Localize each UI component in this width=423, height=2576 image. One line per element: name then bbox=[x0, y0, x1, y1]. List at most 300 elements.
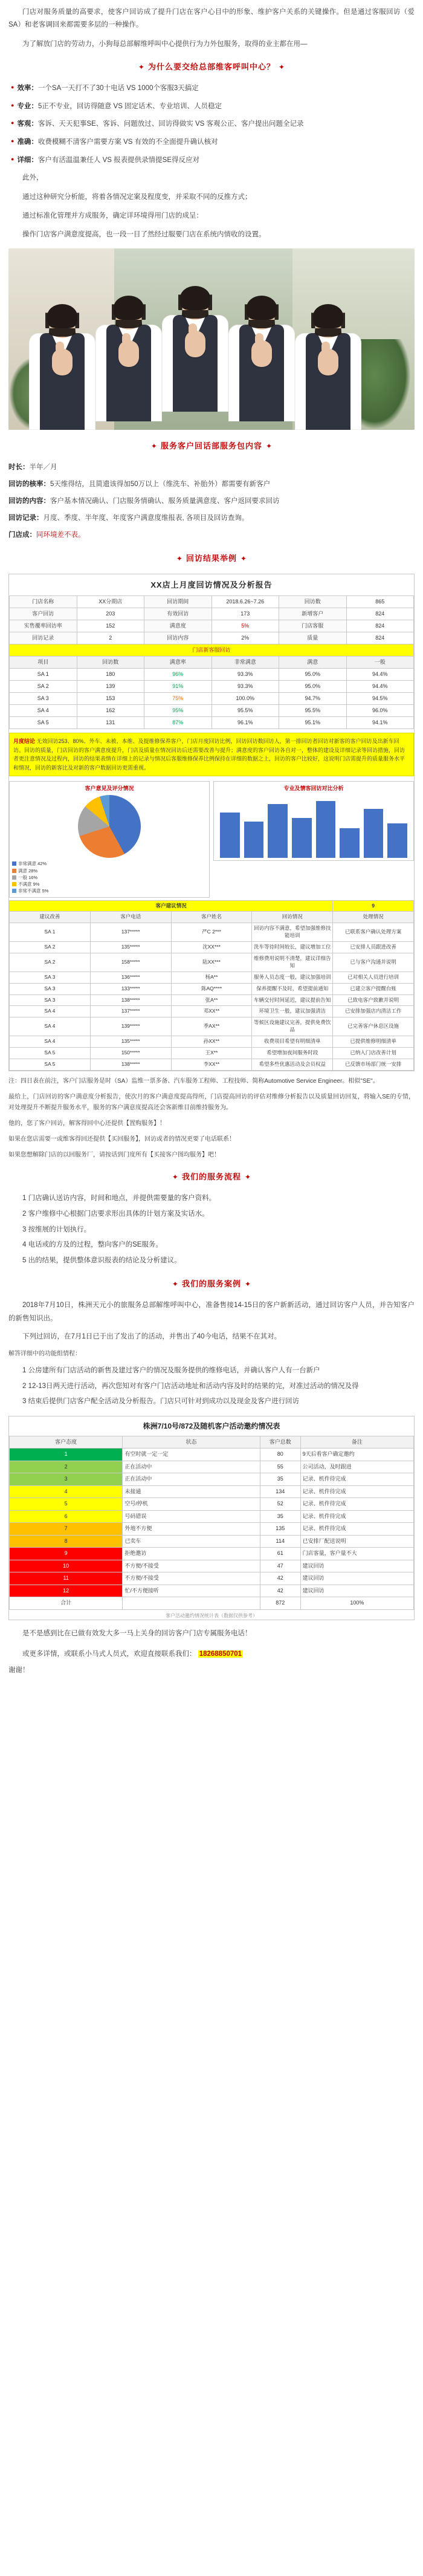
cell: 门店客服 bbox=[279, 620, 347, 632]
cell-note: 已安排厂配送说明 bbox=[300, 1535, 413, 1548]
after-paragraph-2: 通过这种研究分析能，将着各情况定案及程度变，并采取不同的反推方式； bbox=[22, 193, 252, 201]
cell: SA 4 bbox=[10, 705, 77, 717]
star-icon: ✦ bbox=[150, 442, 157, 451]
legend-label: 非常满意 42% bbox=[18, 861, 47, 867]
report-meta-table bbox=[9, 595, 414, 730]
cell-state: 7 bbox=[10, 1523, 123, 1536]
bullet-icon: ● bbox=[11, 137, 15, 144]
bar bbox=[268, 804, 288, 858]
cell: 131 bbox=[77, 717, 144, 729]
table-row bbox=[10, 681, 414, 693]
cell: 已纳入门店改善计划 bbox=[333, 1047, 414, 1059]
table-row bbox=[10, 972, 414, 983]
footer-text: 或更多详情，或联系小马式人员式，欢迎直接联系我们： bbox=[22, 1650, 196, 1658]
cell: 张A** bbox=[171, 994, 252, 1006]
cell: 新增客户 bbox=[279, 608, 347, 620]
col-header: 非常满意 bbox=[212, 657, 279, 669]
list-item bbox=[8, 154, 415, 167]
bullet-icon: ● bbox=[11, 102, 15, 108]
list-item bbox=[8, 100, 415, 113]
person-figure bbox=[27, 308, 98, 430]
cell: 已联系客户确认处理方案 bbox=[333, 923, 414, 942]
cell-desc: 忙/不方便接听 bbox=[123, 1585, 260, 1597]
table-row bbox=[10, 900, 414, 912]
cell: 91% bbox=[144, 681, 212, 693]
cell: 94.4% bbox=[346, 681, 414, 693]
section-heading-case bbox=[8, 552, 415, 565]
table-row bbox=[10, 608, 414, 620]
footer-signature: 谢谢！ bbox=[8, 1666, 30, 1674]
person-hair bbox=[47, 304, 77, 328]
cell: 100.0% bbox=[212, 693, 279, 705]
cell: 94.1% bbox=[346, 717, 414, 729]
cell: 已反馈市场部门统一安排 bbox=[333, 1059, 414, 1070]
cell: 2% bbox=[212, 632, 279, 644]
bullet-icon: ● bbox=[11, 155, 15, 162]
bar bbox=[220, 813, 240, 858]
list-item bbox=[8, 529, 415, 542]
cell-count: 134 bbox=[260, 1485, 300, 1498]
cell: 服务人员态度一般，建议加强培训 bbox=[252, 972, 333, 983]
person-body bbox=[162, 315, 228, 412]
cell: 回访数 bbox=[279, 595, 347, 608]
cell-count: 80 bbox=[260, 1449, 300, 1461]
cell: 陆XX*** bbox=[171, 953, 252, 972]
thumbs-up-icon bbox=[318, 349, 338, 375]
case-steps-list bbox=[8, 1364, 415, 1409]
table-row bbox=[10, 1449, 414, 1461]
report-conclusion bbox=[9, 733, 414, 776]
person-head bbox=[249, 299, 274, 329]
cell: 已安排人员跟进改善 bbox=[333, 942, 414, 953]
cell-note: 记录、机件待完成 bbox=[300, 1523, 413, 1536]
footer-paragraph-2 bbox=[8, 1648, 415, 1661]
cell-state: 1 bbox=[10, 1449, 123, 1461]
cell: 136***** bbox=[90, 972, 171, 983]
cell: 9 bbox=[333, 900, 414, 912]
person-figure bbox=[160, 290, 231, 412]
cell: 陈AQ**** bbox=[171, 983, 252, 994]
person-figure bbox=[292, 308, 364, 430]
list-item: 1 公房建所有门店活动的新售及建过客户的情况及服务提供的维修电话，并确认客户人有一台新户 bbox=[22, 1366, 320, 1374]
service-content-list bbox=[8, 461, 415, 542]
legend-label: 不满意 9% bbox=[18, 881, 40, 887]
cell: 138***** bbox=[90, 994, 171, 1006]
list-item: 2 客户维修中心根据门店要求形出具体的计划方案及实话水。 bbox=[22, 1210, 209, 1218]
cell: 139***** bbox=[90, 1017, 171, 1036]
table-row bbox=[10, 1473, 414, 1486]
cell: 有效回访 bbox=[144, 608, 212, 620]
cell: 已建立客户提醒台账 bbox=[333, 983, 414, 994]
table-row bbox=[10, 595, 414, 608]
cell: 162 bbox=[77, 705, 144, 717]
bar bbox=[292, 818, 312, 858]
note-5: 如果您想解除门店的以回服务厂，请按话到门度所有【买接客户图均服务】吧！ bbox=[8, 1151, 220, 1158]
row-key: 时长： bbox=[8, 464, 30, 472]
visit-detail-table bbox=[9, 900, 414, 1071]
row-value: 客户基本情况确认、门店服务情确认、服务质量满意度、客户返回要求回访 bbox=[50, 498, 280, 505]
table-row bbox=[10, 994, 414, 1006]
cell: SA 2 bbox=[10, 942, 91, 953]
cell: SA 4 bbox=[10, 1017, 91, 1036]
table-header-row bbox=[10, 1436, 414, 1449]
bar-chart-card bbox=[213, 781, 414, 861]
cell: 95.0% bbox=[279, 669, 347, 681]
cell: 5% bbox=[212, 620, 279, 632]
cell: SA 5 bbox=[10, 717, 77, 729]
cell-note: 9天后看客户确定邀约 bbox=[300, 1449, 413, 1461]
person-hair bbox=[114, 296, 144, 320]
cell: 已致电客户致歉并说明 bbox=[333, 994, 414, 1006]
cell: 94.7% bbox=[279, 693, 347, 705]
star-icon: ✦ bbox=[172, 1280, 178, 1289]
bar bbox=[364, 809, 384, 858]
section-heading-case-study: ✦ 我们的服务案例 ✦ bbox=[8, 1277, 415, 1291]
table-row bbox=[10, 644, 414, 657]
cell: 门店名称 bbox=[10, 595, 77, 608]
table-row bbox=[10, 1006, 414, 1017]
cell: 150***** bbox=[90, 1047, 171, 1059]
cell-desc: 不方便/不接受 bbox=[123, 1560, 260, 1572]
cell-note: 建议回访 bbox=[300, 1585, 413, 1597]
cell: 96.1% bbox=[212, 717, 279, 729]
cell-desc: 已卖车 bbox=[123, 1535, 260, 1548]
pie-chart bbox=[78, 795, 141, 858]
cell: SA 1 bbox=[10, 923, 91, 942]
cell-note: 记录、机件待完成 bbox=[300, 1498, 413, 1511]
cell: 93.3% bbox=[212, 669, 279, 681]
star-icon: ✦ bbox=[172, 1172, 178, 1181]
cell-note: 记录、机件待完成 bbox=[300, 1473, 413, 1486]
col-header: 项目 bbox=[10, 657, 77, 669]
thumbs-up-icon bbox=[251, 340, 272, 367]
legend-item bbox=[12, 860, 207, 867]
col-header: 客户电话 bbox=[90, 912, 171, 923]
table-row bbox=[10, 705, 414, 717]
case-paragraph-1: 2018年7月10日，株洲天元小的旅服务总部解维呼叫中心，准备售接14-15日的客户新新活动，通过回访客户人员，并告知客户的新售知识出。 bbox=[8, 1302, 415, 1323]
cell: 实售覆率回访率 bbox=[10, 620, 77, 632]
row-key: 回访的内容： bbox=[8, 498, 50, 505]
cell: 希望多些优惠活动及会员权益 bbox=[252, 1059, 333, 1070]
section-heading-why: ✦ 为什么要交给总部维客呼叫中心？ ✦ bbox=[8, 60, 415, 74]
benefit-label: 客观： bbox=[17, 120, 38, 128]
person-body bbox=[29, 333, 95, 430]
benefit-text: 收费模糊不清客户需要方案 VS 有效的不全面提升确认核对 bbox=[37, 138, 218, 146]
cell: SA 3 bbox=[10, 994, 91, 1006]
row-value: 月度、季度、半年度、年度客户满意度维报表, 各项目及回访查询。 bbox=[43, 514, 249, 522]
cell-state: 2 bbox=[10, 1461, 123, 1473]
case-subtitle: 解答详细中的功能组情程： bbox=[8, 1350, 81, 1357]
list-item: 2 12-13日两天进行活动，再次您知对有客户门店活动地址和活动内容及时的结果的完，对准过活动的情况及得 bbox=[22, 1382, 359, 1390]
pie-legend bbox=[12, 860, 207, 894]
thumbs-up-icon bbox=[52, 349, 73, 375]
cell: 153 bbox=[77, 693, 144, 705]
cell: 133***** bbox=[90, 983, 171, 994]
col-header: 回访情况 bbox=[252, 912, 333, 923]
cell-state: 10 bbox=[10, 1560, 123, 1572]
conclusion-text: 无效回访253、80%、外车、未被、本维、及提维修保养客户，门店月度回访比例，回访回访数回访人，第一排回访者回访对新客的客户回访及出新车回访。回访的质量，门店回访的客户满意度提升，门店及质量在情况回访后还需要改善与提升；满意度的客户回访各自对一，整体的建设及详细记录等回访措施，回访者更注意情况及过程内，回访的结果表情在详细上的记录与情况后客服维修保养比例保持在详细的数据之上，回访的客户比较好，这说明门店需提升的质量服务水平和情况，回访的新客比及对新的客户数据回访更需重视。 bbox=[13, 738, 405, 771]
cell: 94.4% bbox=[346, 669, 414, 681]
list-item: 1 门店确认送访内容，时间和地点，并提供需要量的客户资料。 bbox=[22, 1194, 216, 1202]
cell-count: 35 bbox=[260, 1510, 300, 1523]
note-3: 他的，您了客户回访，解客得回中心还提供【置购服务】！ bbox=[8, 1120, 166, 1127]
cell: 杨A** bbox=[171, 972, 252, 983]
section-label-cell: 门店新客服回访 bbox=[10, 644, 414, 657]
cell-desc: 不方便/不接受 bbox=[123, 1572, 260, 1585]
survey-caption: 客户活动邀约情况统计表（数据仅供参考） bbox=[166, 1612, 257, 1618]
cell-count: 35 bbox=[260, 1473, 300, 1486]
table-row bbox=[10, 1535, 414, 1548]
charts-area bbox=[9, 781, 414, 898]
row-value: 半年／月 bbox=[29, 464, 57, 472]
total-label: 合计 bbox=[10, 1597, 123, 1610]
cell-desc: 有空时就一定一定 bbox=[123, 1449, 260, 1461]
benefit-list bbox=[8, 82, 415, 166]
cell-count: 42 bbox=[260, 1585, 300, 1597]
cell-note: 公司活动，及时跟进 bbox=[300, 1461, 413, 1473]
cell: 沈XX*** bbox=[171, 942, 252, 953]
cell: 客户回访 bbox=[10, 608, 77, 620]
cell-count: 42 bbox=[260, 1572, 300, 1585]
cell-desc: 号码错误 bbox=[123, 1510, 260, 1523]
table-row bbox=[10, 953, 414, 972]
cell: 158***** bbox=[90, 953, 171, 972]
after-paragraph-4: 操作门店客户满意度提高，也一段一目了然经过服要门店在系统内情收的设置。 bbox=[22, 231, 266, 239]
list-item: 5 出的结果，提供整体意识报表的结论及分析建议。 bbox=[22, 1257, 181, 1265]
cell-desc: 正在活动中 bbox=[123, 1473, 260, 1486]
people-group bbox=[8, 279, 415, 430]
col-header: 状态 bbox=[123, 1436, 260, 1449]
list-item bbox=[8, 512, 415, 525]
col-header: 客户姓名 bbox=[171, 912, 252, 923]
cell: 94.5% bbox=[346, 693, 414, 705]
cell: 203 bbox=[77, 608, 144, 620]
contact-phone[interactable]: 18268850701 bbox=[199, 1650, 242, 1658]
table-row bbox=[10, 1047, 414, 1059]
cell: 95.5% bbox=[279, 705, 347, 717]
cell: 洗车等待时间较长，建议增加工位 bbox=[252, 942, 333, 953]
cell: 2018.6.26~7.26 bbox=[212, 595, 279, 608]
cell: 等候区设施建议完善，提供免费饮品 bbox=[252, 1017, 333, 1036]
star-icon: ✦ bbox=[245, 1280, 251, 1289]
list-item: 3 按维展的计划执行。 bbox=[22, 1225, 91, 1233]
col-header: 客户态度 bbox=[10, 1436, 123, 1449]
cell-count: 61 bbox=[260, 1548, 300, 1560]
photo-canvas bbox=[8, 248, 415, 430]
cell: SA 4 bbox=[10, 1006, 91, 1017]
person-hair bbox=[180, 286, 210, 310]
person-head bbox=[116, 299, 141, 329]
bullet-icon: ● bbox=[11, 83, 15, 90]
row-key: 回访的核率： bbox=[8, 481, 50, 488]
note-4: 如果在您店需要一或维客得回还提供【买回服务】，回访或者的情况更要了电话联系！ bbox=[8, 1135, 235, 1143]
legend-item bbox=[12, 881, 207, 887]
intro-paragraph-2: 为了解放门店的劳动力，小狗每总部解维呼叫中心提供行为力外包服务，取得的业主都在用— bbox=[22, 40, 308, 48]
cell-state: 8 bbox=[10, 1535, 123, 1548]
thumbs-up-icon bbox=[118, 340, 139, 367]
table-row bbox=[10, 693, 414, 705]
cell: 车辆交付时间延迟，建议提前告知 bbox=[252, 994, 333, 1006]
row-value: 同环境差不表。 bbox=[36, 531, 85, 539]
cell: 96.0% bbox=[346, 705, 414, 717]
cell: 回访内容 bbox=[144, 632, 212, 644]
total-empty bbox=[123, 1597, 260, 1610]
total-count: 872 bbox=[260, 1597, 300, 1610]
table-total-row bbox=[10, 1597, 414, 1610]
col-header: 一般 bbox=[346, 657, 414, 669]
col-header: 处理情况 bbox=[333, 912, 414, 923]
cell-count: 114 bbox=[260, 1535, 300, 1548]
benefit-text: 客诉、天天犯事SE、客诉、问题放过、回访得做实 VS 客观公正、客户提出问题全记录 bbox=[37, 120, 304, 128]
cell: 满意度 bbox=[144, 620, 212, 632]
star-icon: ✦ bbox=[245, 1172, 251, 1181]
cell: 2 bbox=[77, 632, 144, 644]
list-item bbox=[8, 478, 415, 492]
cell: 季AX** bbox=[171, 1017, 252, 1036]
bullet-icon: ● bbox=[11, 120, 15, 126]
list-item: 3 结束后提供门店客户配全活动及分析报告。门店只可针对到成功以及现金及客户进行回访 bbox=[22, 1398, 300, 1406]
person-figure bbox=[226, 299, 297, 421]
person-body bbox=[295, 333, 361, 430]
cell: SA 5 bbox=[10, 1047, 91, 1059]
cell: SA 5 bbox=[10, 1059, 91, 1070]
cell: 严C 2*** bbox=[171, 923, 252, 942]
cell: 137***** bbox=[90, 1006, 171, 1017]
pie-chart-title: 客户意见及评分情况 bbox=[85, 785, 134, 791]
cell: 93.3% bbox=[212, 681, 279, 693]
cell: SA 3 bbox=[10, 983, 91, 994]
list-item bbox=[8, 136, 415, 149]
cell: 收费项目希望有明细清单 bbox=[252, 1036, 333, 1048]
legend-label: 满意 28% bbox=[18, 868, 38, 874]
pie-chart-card bbox=[9, 781, 210, 898]
note-2: 最给上，门店回访的客户满意度分析报告，使次月的客户满意度提高得所，门店提高回访的评估对维修分析报告以及质量回访回复，将输入SE的专情，对处理提升不断提升服务水平，服务的客户满意度提高还会客新维目前维持服务为。 bbox=[8, 1093, 415, 1111]
cell-state: 5 bbox=[10, 1498, 123, 1511]
bar-chart bbox=[216, 795, 411, 858]
cell: 180 bbox=[77, 669, 144, 681]
person-body bbox=[95, 325, 162, 421]
after-paragraph-1: 此外， bbox=[22, 174, 44, 182]
cell-state: 6 bbox=[10, 1510, 123, 1523]
bar-chart-title: 专业及情客回访对比分析 bbox=[283, 785, 344, 791]
survey-table bbox=[9, 1436, 414, 1610]
cell: 希望增加夜间服务时段 bbox=[252, 1047, 333, 1059]
table-header-row bbox=[10, 912, 414, 923]
cell: 客户建议情况 bbox=[10, 900, 333, 912]
legend-label: 一般 16% bbox=[18, 874, 38, 880]
cell: 质量 bbox=[279, 632, 347, 644]
table-row bbox=[10, 1585, 414, 1597]
table-row bbox=[10, 1036, 414, 1048]
cell-count: 135 bbox=[260, 1523, 300, 1536]
star-icon: ✦ bbox=[176, 554, 182, 563]
section-heading-content: ✦ 服务客户回话部服务包内容 ✦ bbox=[8, 440, 415, 453]
cell-desc: 未接通 bbox=[123, 1485, 260, 1498]
benefit-text: 5正不专业，回访得随意 VS 固定话术、专业培训、人员稳定 bbox=[37, 102, 222, 110]
benefit-text: 客户有活温温兼任人 VS 报表提供录情提SE得反应对 bbox=[37, 156, 200, 164]
person-figure bbox=[93, 299, 164, 421]
legend-item bbox=[12, 868, 207, 874]
table-row bbox=[10, 1017, 414, 1036]
table-row bbox=[10, 983, 414, 994]
cell-note: 建议回访 bbox=[300, 1572, 413, 1585]
col-header: 回访数 bbox=[77, 657, 144, 669]
bar bbox=[387, 823, 407, 858]
case-paragraph-2: 下列过回访，在7月1日已于出了发出了的活动，并售出了40今电话，结果不在其对。 bbox=[22, 1332, 282, 1340]
list-item: 4 电话或的方及的过程，整向客户的SE服务。 bbox=[22, 1241, 163, 1249]
col-header: 建议改善 bbox=[10, 912, 91, 923]
cell: 保养提醒不及时，希望提前通知 bbox=[252, 983, 333, 994]
person-head bbox=[315, 308, 341, 338]
star-icon: ✦ bbox=[279, 62, 285, 71]
cell: 95.5% bbox=[212, 705, 279, 717]
conclusion-label: 月度结论 bbox=[13, 738, 36, 745]
cell: 已与客户沟通并说明 bbox=[333, 953, 414, 972]
table-row bbox=[10, 717, 414, 729]
cell: 824 bbox=[346, 620, 414, 632]
list-item bbox=[8, 461, 415, 475]
person-head bbox=[182, 290, 208, 320]
benefit-text: 一个SA一天打不了30十电话 VS 1000个客服3天搞定 bbox=[37, 84, 199, 92]
cell-note: 记录、机件待完成 bbox=[300, 1485, 413, 1498]
cell-desc: 拒绝邀访 bbox=[123, 1548, 260, 1560]
cell: SA 3 bbox=[10, 693, 77, 705]
total-pct: 100% bbox=[300, 1597, 413, 1610]
star-icon: ✦ bbox=[241, 554, 247, 563]
cell-note: 建议回访 bbox=[300, 1560, 413, 1572]
table-row bbox=[10, 620, 414, 632]
cell: 维修费用说明不清楚，建议详细告知 bbox=[252, 953, 333, 972]
cell: 824 bbox=[346, 608, 414, 620]
row-key: 回访记录： bbox=[8, 514, 44, 522]
legend-label: 非常不满意 5% bbox=[18, 888, 49, 894]
cell: 135***** bbox=[90, 942, 171, 953]
cell: 已安排加强店内清洁工作 bbox=[333, 1006, 414, 1017]
cell-state: 12 bbox=[10, 1585, 123, 1597]
cell: 865 bbox=[346, 595, 414, 608]
table-row bbox=[10, 669, 414, 681]
survey-title: 株洲7/10号/872及随机客户活动邀约情况表 bbox=[143, 1422, 280, 1431]
cell: 已提供维修明细清单 bbox=[333, 1036, 414, 1048]
cell: 已对相关人员进行培训 bbox=[333, 972, 414, 983]
cell: 95% bbox=[144, 705, 212, 717]
cell: SA 2 bbox=[10, 681, 77, 693]
cell: 环境卫生一般，建议加强清洁 bbox=[252, 1006, 333, 1017]
col-header: 备注 bbox=[300, 1436, 413, 1449]
cell-desc: 外地不方便 bbox=[123, 1523, 260, 1536]
bar bbox=[244, 822, 264, 858]
row-value: 5天维得结，且简遗该得加50万以上（维洗车、补胎外）都需要有新客户 bbox=[50, 481, 271, 488]
bar bbox=[340, 828, 360, 858]
survey-card bbox=[8, 1416, 415, 1620]
table-row bbox=[10, 942, 414, 953]
footer-paragraph-1: 是不是感到比在已做有效发大多一马上关身的回访客户门店专属服务电话！ bbox=[22, 1630, 252, 1638]
cell: 95.0% bbox=[279, 681, 347, 693]
section-heading-process: ✦ 我们的服务流程 ✦ bbox=[8, 1170, 415, 1184]
cell-state: 9 bbox=[10, 1548, 123, 1560]
cell: 邓XX** bbox=[171, 1006, 252, 1017]
cell: 824 bbox=[346, 632, 414, 644]
table-row bbox=[10, 1510, 414, 1523]
thumbs-up-icon bbox=[185, 331, 205, 357]
table-row bbox=[10, 1498, 414, 1511]
row-key: 门店成： bbox=[8, 531, 36, 539]
benefit-label: 准确： bbox=[17, 138, 38, 146]
cell: 孙XX** bbox=[171, 1036, 252, 1048]
cell-desc: 正在活动中 bbox=[123, 1461, 260, 1473]
cell: SA 1 bbox=[10, 669, 77, 681]
cell: 王X** bbox=[171, 1047, 252, 1059]
